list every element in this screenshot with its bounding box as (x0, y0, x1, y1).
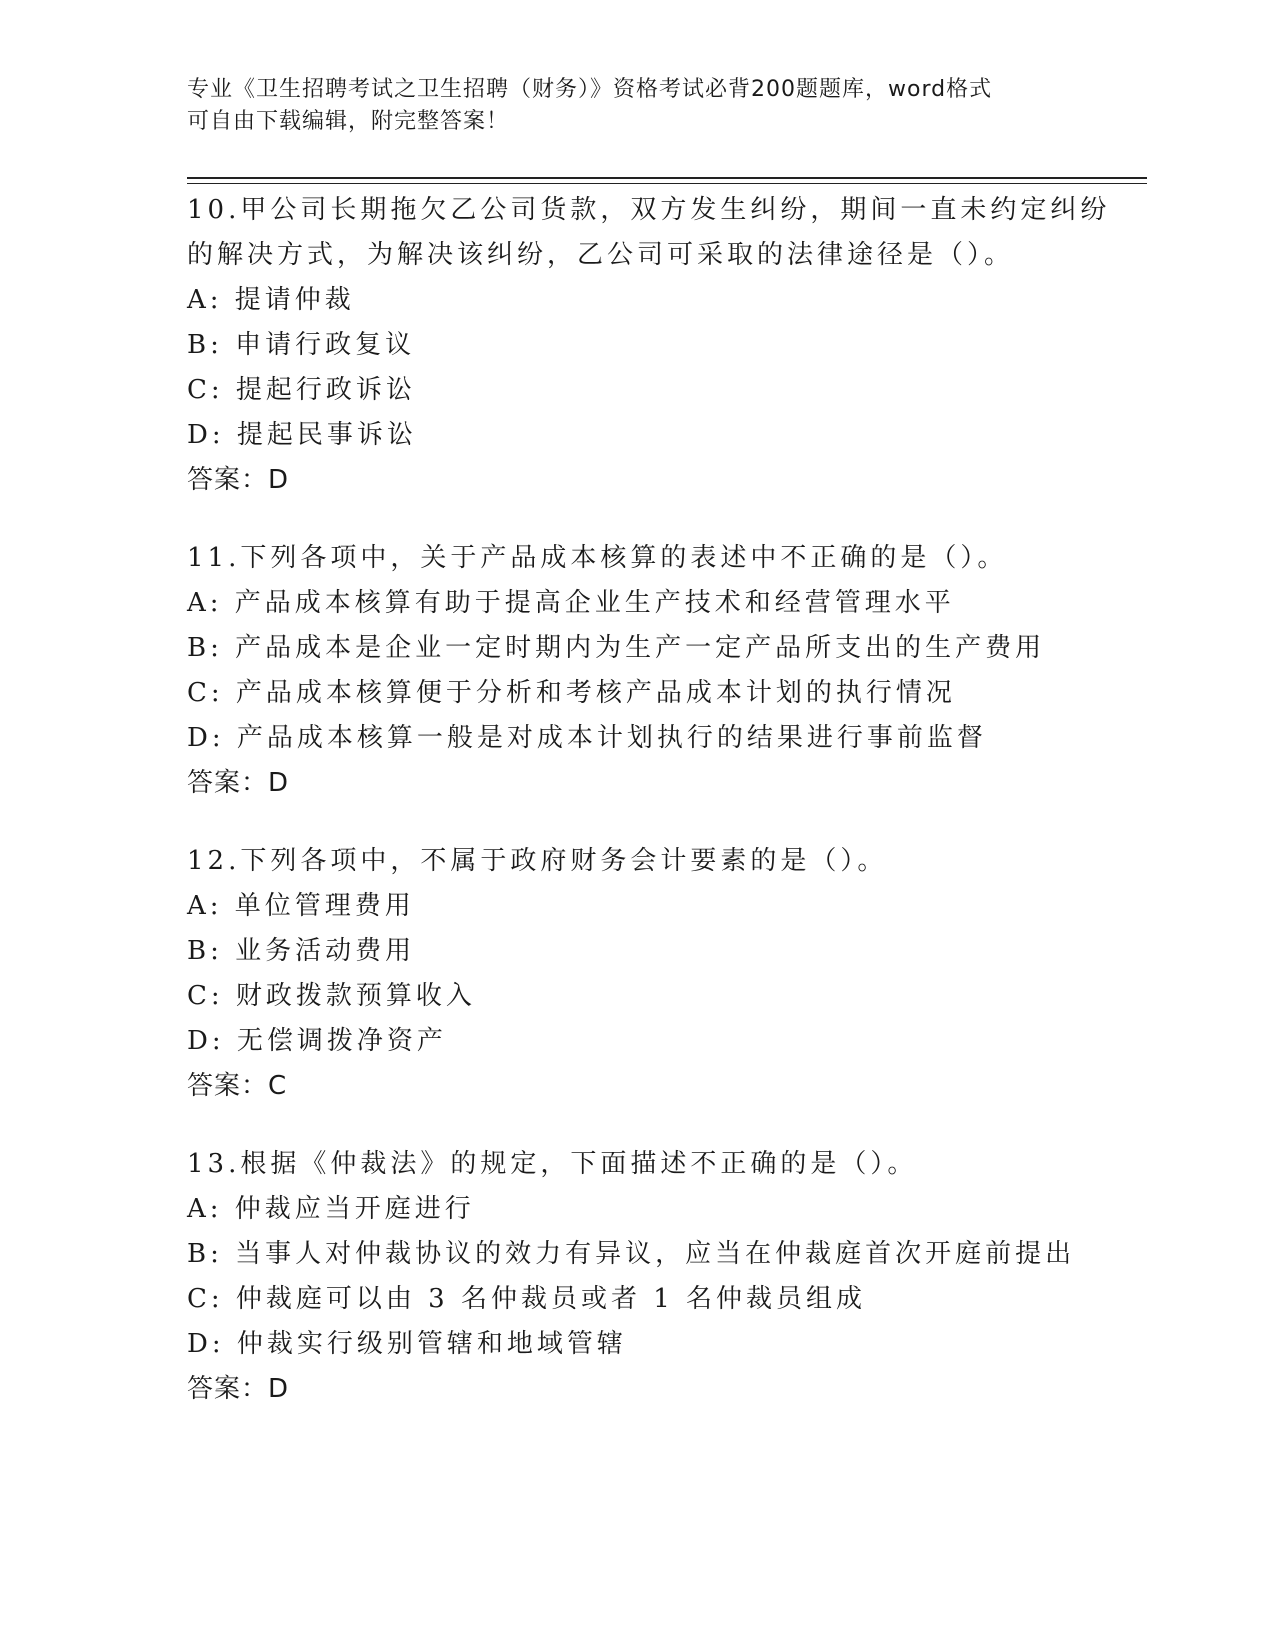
option-c: C: 产品成本核算便于分析和考核产品成本计划的执行情况 (187, 678, 956, 708)
option-a: A: 仲裁应当开庭进行 (187, 1194, 475, 1224)
question-stem: 的解决方式，为解决该纠纷，乙公司可采取的法律途径是（）。 (187, 240, 1015, 270)
answer: 答案：D (187, 768, 290, 798)
option-d: D: 无偿调拨净资产 (187, 1026, 447, 1056)
question-list (187, 188, 1111, 1445)
option-c: C: 提起行政诉讼 (187, 375, 416, 405)
option-a: A: 单位管理费用 (187, 891, 415, 921)
answer: 答案：D (187, 465, 290, 495)
question-stem: 10.甲公司长期拖欠乙公司货款，双方发生纠纷，期间一直未约定纠纷 (187, 195, 1111, 225)
question-stem: 11.下列各项中，关于产品成本核算的表述中不正确的是（）。 (187, 543, 1008, 573)
option-c: C: 仲裁庭可以由 3 名仲裁员或者 1 名仲裁员组成 (187, 1284, 867, 1314)
option-a: A: 提请仲裁 (187, 285, 355, 315)
header-divider-thin (187, 183, 1147, 184)
header-line-1: 专业《卫生招聘考试之卫生招聘（财务）》资格考试必背200题题库，word格式 (187, 77, 993, 102)
document-header (187, 74, 1067, 138)
option-a: A: 产品成本核算有助于提高企业生产技术和经营管理水平 (187, 588, 955, 618)
header-line-2: 可自由下载编辑，附完整答案！ (187, 109, 510, 134)
option-d: D: 仲裁实行级别管辖和地域管辖 (187, 1329, 627, 1359)
header-divider-thick (187, 177, 1147, 179)
question-11 (187, 536, 1087, 806)
answer: 答案：D (187, 1374, 290, 1404)
question-stem: 12.下列各项中，不属于政府财务会计要素的是（）。 (187, 846, 888, 876)
option-b: B: 产品成本是企业一定时期内为生产一定产品所支出的生产费用 (187, 633, 1046, 663)
answer: 答案：C (187, 1071, 288, 1101)
question-stem: 13.根据《仲裁法》的规定，下面描述不正确的是（）。 (187, 1149, 918, 1179)
question-13 (187, 1142, 1087, 1412)
option-c: C: 财政拨款预算收入 (187, 981, 476, 1011)
question-10 (187, 188, 1111, 503)
question-12 (187, 839, 1087, 1109)
option-b: B: 业务活动费用 (187, 936, 416, 966)
option-d: D: 产品成本核算一般是对成本计划执行的结果进行事前监督 (187, 723, 987, 753)
option-d: D: 提起民事诉讼 (187, 420, 417, 450)
option-b: B: 申请行政复议 (187, 330, 416, 360)
option-b: B: 当事人对仲裁协议的效力有异议，应当在仲裁庭首次开庭前提出 (187, 1239, 1076, 1269)
